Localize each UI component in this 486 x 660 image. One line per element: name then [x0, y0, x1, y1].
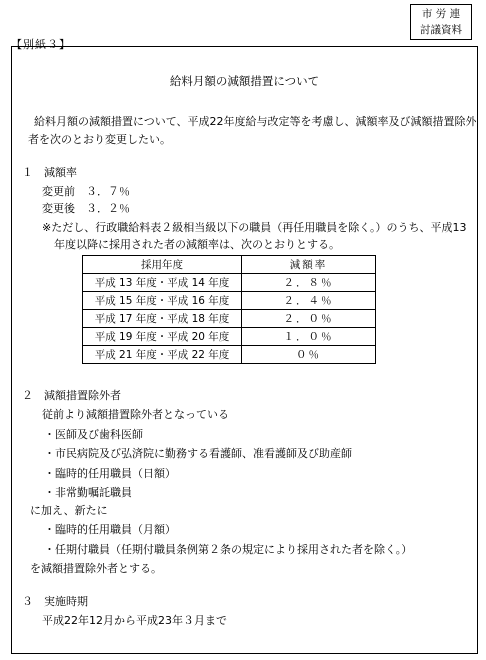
- intro-line-1: 給料月額の減額措置について、平成22年度給与改定等を考慮し、減額率及び減額措置除外: [34, 115, 477, 128]
- list-item: ・任期付職員（任期付職員条例第２条の規定により採用された者を除く。）: [44, 543, 413, 556]
- list-item: ・医師及び歯科医師: [44, 428, 143, 441]
- intro-line-2: 者を次のとおり変更したい。: [28, 133, 171, 146]
- attachment-label: 【別紙３】: [11, 38, 71, 51]
- stamp-box: [410, 4, 472, 40]
- table-cell-year: 平成 17 年度・平成 18 年度: [83, 310, 242, 328]
- table-row: [83, 274, 376, 292]
- list-item: ・臨時的任用職員（月額）: [44, 523, 176, 536]
- table-cell-rate: ０％: [242, 346, 376, 364]
- section2-closing: を減額措置除外者とする。: [30, 562, 162, 575]
- section2-lead: 従前より減額措置除外者となっている: [42, 408, 229, 421]
- table-row: [83, 346, 376, 364]
- table-header-rate: 減額率: [242, 256, 376, 274]
- stamp-line-2: 討議資料: [420, 24, 462, 36]
- table-cell-rate: ２．４％: [242, 292, 376, 310]
- section1-heading: １ 減額率: [22, 166, 77, 179]
- rates-table: [82, 255, 376, 364]
- implementation-period: 平成22年12月から平成23年３月まで: [42, 614, 227, 627]
- table-row: [83, 328, 376, 346]
- section2-addition: に加え、新たに: [30, 504, 108, 517]
- stamp-line-1: 市 労 連: [421, 8, 461, 20]
- table-cell-year: 平成 19 年度・平成 20 年度: [83, 328, 242, 346]
- rate-after: 変更後 ３．２％: [42, 202, 130, 215]
- table-cell-year: 平成 15 年度・平成 16 年度: [83, 292, 242, 310]
- document-frame: [11, 46, 478, 654]
- note-line-2: 年度以降に採用された者の減額率は、次のとおりとする。: [54, 238, 340, 251]
- list-item: ・臨時的任用職員（日額）: [44, 467, 176, 480]
- table-row: [83, 292, 376, 310]
- table-cell-year: 平成 13 年度・平成 14 年度: [83, 274, 242, 292]
- list-item: ・非常勤嘱託職員: [44, 486, 132, 499]
- table-cell-rate: ２．０％: [242, 310, 376, 328]
- section3-heading: ３ 実施時期: [22, 595, 88, 608]
- table-header-year: 採用年度: [83, 256, 242, 274]
- table-cell-rate: ２．８％: [242, 274, 376, 292]
- table-cell-rate: １．０％: [242, 328, 376, 346]
- document-title: 給料月額の減額措置について: [169, 74, 320, 88]
- note-line-1: ※ただし、行政職給料表２級相当級以下の職員（再任用職員を除く。）のうち、平成13: [42, 221, 467, 234]
- table-cell-year: 平成 21 年度・平成 22 年度: [83, 346, 242, 364]
- table-row: [83, 310, 376, 328]
- table-header-row: [83, 256, 376, 274]
- section2-heading: ２ 減額措置除外者: [22, 389, 121, 402]
- rate-before: 変更前 ３．７％: [42, 185, 130, 198]
- list-item: ・市民病院及び弘済院に勤務する看護師、准看護師及び助産師: [44, 447, 352, 460]
